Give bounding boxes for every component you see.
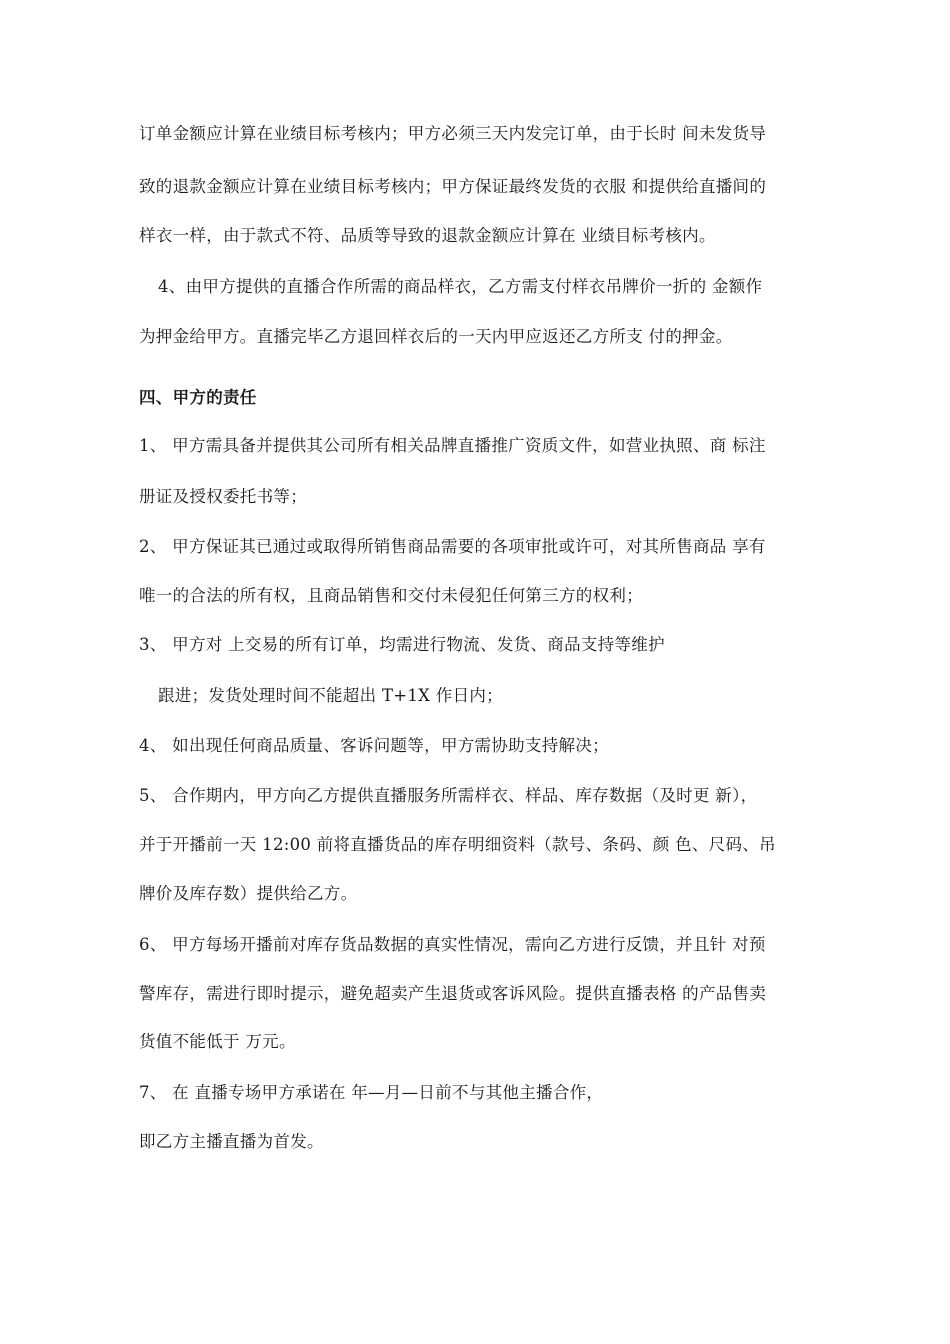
text-line: 4、 如出现任何商品质量、客诉问题等，甲方需协助支持解决； xyxy=(139,736,609,755)
text-line: 牌价及库存数）提供给乙方。 xyxy=(139,884,358,903)
section-heading: 四、甲方的责任 xyxy=(139,388,257,407)
text-line: 即乙方主播直播为首发。 xyxy=(139,1132,324,1151)
text-line: 1、 甲方需具备并提供其公司所有相关品牌直播推广资质文件，如营业执照、商 标注 xyxy=(139,436,766,455)
text-line: 册证及授权委托书等； xyxy=(139,487,307,506)
text-line: 跟进；发货处理时间不能超出 T+1X 作日内； xyxy=(158,686,503,705)
text-line: 4、由甲方提供的直播合作所需的商品样衣，乙方需支付样衣吊牌价一折的 金额作 xyxy=(158,277,763,296)
text-line: 货值不能低于 万元。 xyxy=(139,1032,296,1051)
text-line: 5、 合作期内，甲方向乙方提供直播服务所需样衣、样品、库存数据（及时更 新）， xyxy=(139,786,758,805)
text-line: 样衣一样，由于款式不符、品质等导致的退款金额应计算在 业绩目标考核内。 xyxy=(139,226,716,245)
text-line: 6、 甲方每场开播前对库存货品数据的真实性情况，需向乙方进行反馈，并且针 对预 xyxy=(139,935,766,954)
text-line: 为押金给甲方。直播完毕乙方退回样衣后的一天内甲应返还乙方所支 付的押金。 xyxy=(139,327,733,346)
text-line: 7、 在 直播专场甲方承诺在 年—月—日前不与其他主播合作， xyxy=(139,1083,604,1102)
text-line: 3、 甲方对 上交易的所有订单，均需进行物流、发货、商品支持等维护 xyxy=(139,635,665,654)
text-line: 并于开播前一天 12:00 前将直播货品的库存明细资料（款号、条码、颜 色、尺码、吊 xyxy=(139,835,776,854)
text-line: 警库存，需进行即时提示，避免超卖产生退货或客诉风险。提供直播表格 的产品售卖 xyxy=(139,984,767,1003)
text-line: 2、 甲方保证其已通过或取得所销售商品需要的各项审批或许可，对其所售商品 享有 xyxy=(139,537,766,556)
text-line: 致的退款金额应计算在业绩目标考核内；甲方保证最终发货的衣服 和提供给直播间的 xyxy=(139,177,767,196)
text-line: 唯一的合法的所有权，且商品销售和交付未侵犯任何第三方的权利； xyxy=(139,586,643,605)
text-line: 订单金额应计算在业绩目标考核内；甲方必须三天内发完订单，由于长时 间未发货导 xyxy=(139,124,767,143)
